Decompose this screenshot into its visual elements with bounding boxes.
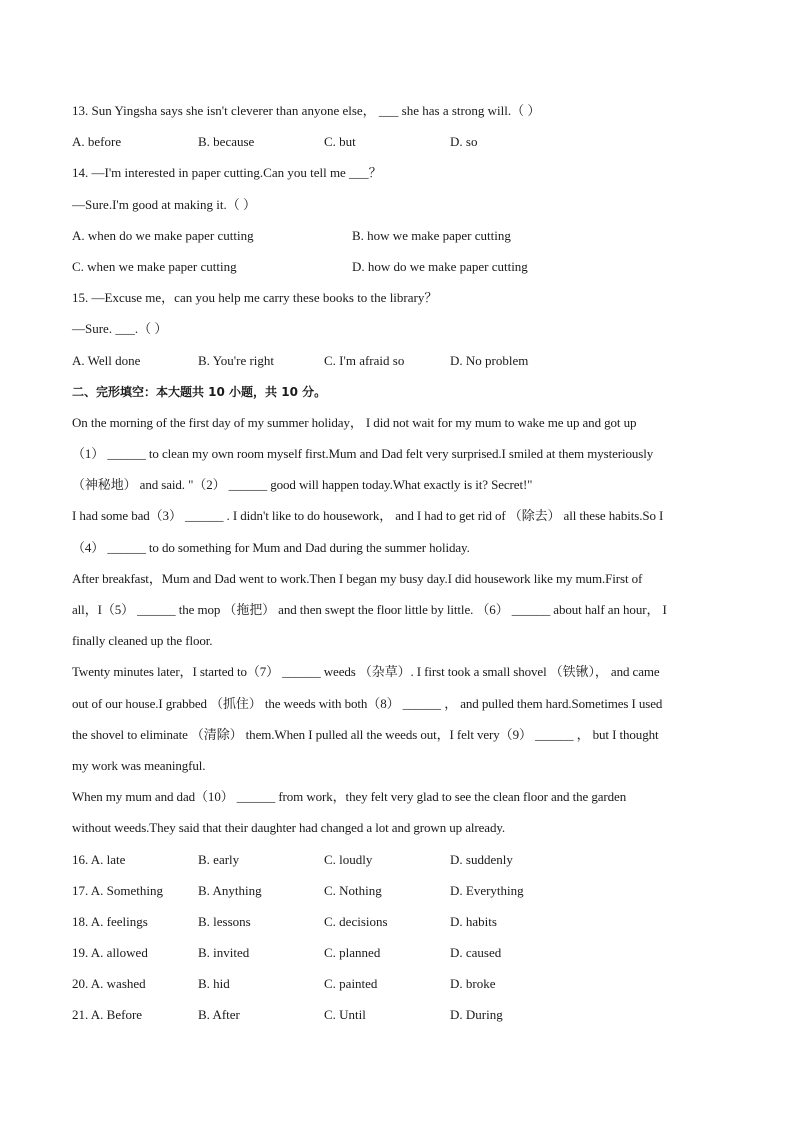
passage-line: finally cleaned up the floor. [72, 633, 213, 649]
cloze-question-18 [72, 911, 722, 942]
option-d[interactable]: D. so [450, 134, 478, 150]
passage-line: the shovel to eliminate （清除） them.When I pulled all the weeds out，I felt very（9） ______ ， but I thought [72, 726, 659, 742]
cloze-passage [72, 412, 722, 849]
cloze-question-21 [72, 1004, 722, 1035]
passage-line: I had some bad（3） ______ . I didn't like to do housework， and I had to get rid of （除去） all these habits.So I [72, 508, 664, 524]
passage-line: When my mum and dad（10） ______ from work，they felt very glad to see the clean floor and the garden [72, 789, 627, 805]
question-13-options [72, 131, 722, 162]
section-title: 二、完形填空：本大题共 10 小题，共 10 分。 [72, 384, 327, 399]
option-a[interactable]: A. before [72, 134, 122, 150]
option-d[interactable]: D. habits [450, 913, 497, 929]
option-b[interactable]: B. how we make paper cutting [352, 227, 511, 243]
option-b[interactable]: B. You're right [198, 352, 275, 368]
option-d[interactable]: D. During [450, 1007, 503, 1023]
option-c[interactable]: C. planned [324, 945, 381, 961]
passage-line: （神秘地） and said. "（2） ______ good will happen today.What exactly is it? Secret!" [72, 477, 533, 493]
option-a[interactable]: 21. A. Before [72, 1007, 143, 1023]
option-c[interactable]: C. Nothing [324, 882, 382, 898]
option-d[interactable]: D. how do we make paper cutting [352, 258, 528, 274]
passage-line: （1） ______ to clean my own room myself first.Mum and Dad felt very surprised.I smiled at them mysteriously [72, 446, 654, 462]
option-c[interactable]: C. Until [324, 1007, 366, 1023]
option-b[interactable]: B. because [198, 134, 255, 150]
option-c[interactable]: C. painted [324, 976, 378, 992]
question-14-stem: 14. —I'm interested in paper cutting.Can you tell me ___？ [72, 165, 382, 181]
question-14-options-row1 [72, 225, 722, 256]
option-a[interactable]: A. Well done [72, 352, 141, 368]
option-d[interactable]: D. broke [450, 976, 496, 992]
cloze-question-20 [72, 973, 722, 1004]
question-15-options [72, 350, 722, 381]
option-a[interactable]: A. when do we make paper cutting [72, 227, 254, 243]
question-15-stem: 15. —Excuse me，can you help me carry these books to the library？ [72, 290, 438, 306]
option-c[interactable]: C. when we make paper cutting [72, 258, 237, 274]
option-c[interactable]: C. loudly [324, 851, 373, 867]
passage-line: my work was meaningful. [72, 757, 206, 773]
passage-line: out of our house.I grabbed （抓住） the weeds with both（8） ______ ， and pulled them hard.Sometimes I used [72, 695, 663, 711]
cloze-question-19 [72, 942, 722, 973]
option-a[interactable]: 20. A. washed [72, 976, 146, 992]
option-b[interactable]: B. Anything [198, 882, 262, 898]
option-b[interactable]: B. lessons [198, 913, 251, 929]
passage-line: Twenty minutes later，I started to（7） ______ weeds （杂草）. I first took a small shovel （铁锹）， and came [72, 664, 660, 680]
passage-line: without weeds.They said that their daughter had changed a lot and grown up already. [72, 820, 506, 836]
cloze-options [72, 849, 722, 1036]
option-a[interactable]: 17. A. Something [72, 882, 164, 898]
option-b[interactable]: B. invited [198, 945, 250, 961]
option-c[interactable]: C. but [324, 134, 356, 150]
question-15-reply: —Sure. ___.（ ） [72, 321, 168, 337]
option-b[interactable]: B. hid [198, 976, 230, 992]
option-b[interactable]: B. early [198, 851, 240, 867]
passage-line: （4） ______ to do something for Mum and Dad during the summer holiday. [72, 539, 470, 555]
option-a[interactable]: 18. A. feelings [72, 913, 148, 929]
option-d[interactable]: D. caused [450, 945, 502, 961]
question-14-options-row2 [72, 256, 722, 287]
exam-page [72, 100, 722, 1036]
question-14-reply: —Sure.I'm good at making it.（ ） [72, 196, 256, 212]
option-d[interactable]: D. Everything [450, 882, 524, 898]
question-13-stem: 13. Sun Yingsha says she isn't cleverer than anyone else， ___ she has a strong will.（ ） [72, 103, 541, 118]
option-b[interactable]: B. After [198, 1007, 240, 1023]
cloze-question-16 [72, 849, 722, 880]
option-c[interactable]: C. decisions [324, 913, 388, 929]
passage-line: After breakfast，Mum and Dad went to work.Then I began my busy day.I did housework like my mum.First of [72, 570, 643, 586]
passage-line: all，I（5） ______ the mop （拖把） and then swept the floor little by little. （6） ______ about half an hour， I [72, 602, 667, 617]
option-c[interactable]: C. I'm afraid so [324, 352, 405, 368]
passage-line: On the morning of the first day of my summer holiday， I did not wait for my mum to wake me up and got up [72, 414, 637, 430]
cloze-question-17 [72, 880, 722, 911]
option-a[interactable]: 16. A. late [72, 851, 126, 867]
option-a[interactable]: 19. A. allowed [72, 945, 148, 961]
option-d[interactable]: D. No problem [450, 352, 529, 368]
option-d[interactable]: D. suddenly [450, 851, 513, 867]
